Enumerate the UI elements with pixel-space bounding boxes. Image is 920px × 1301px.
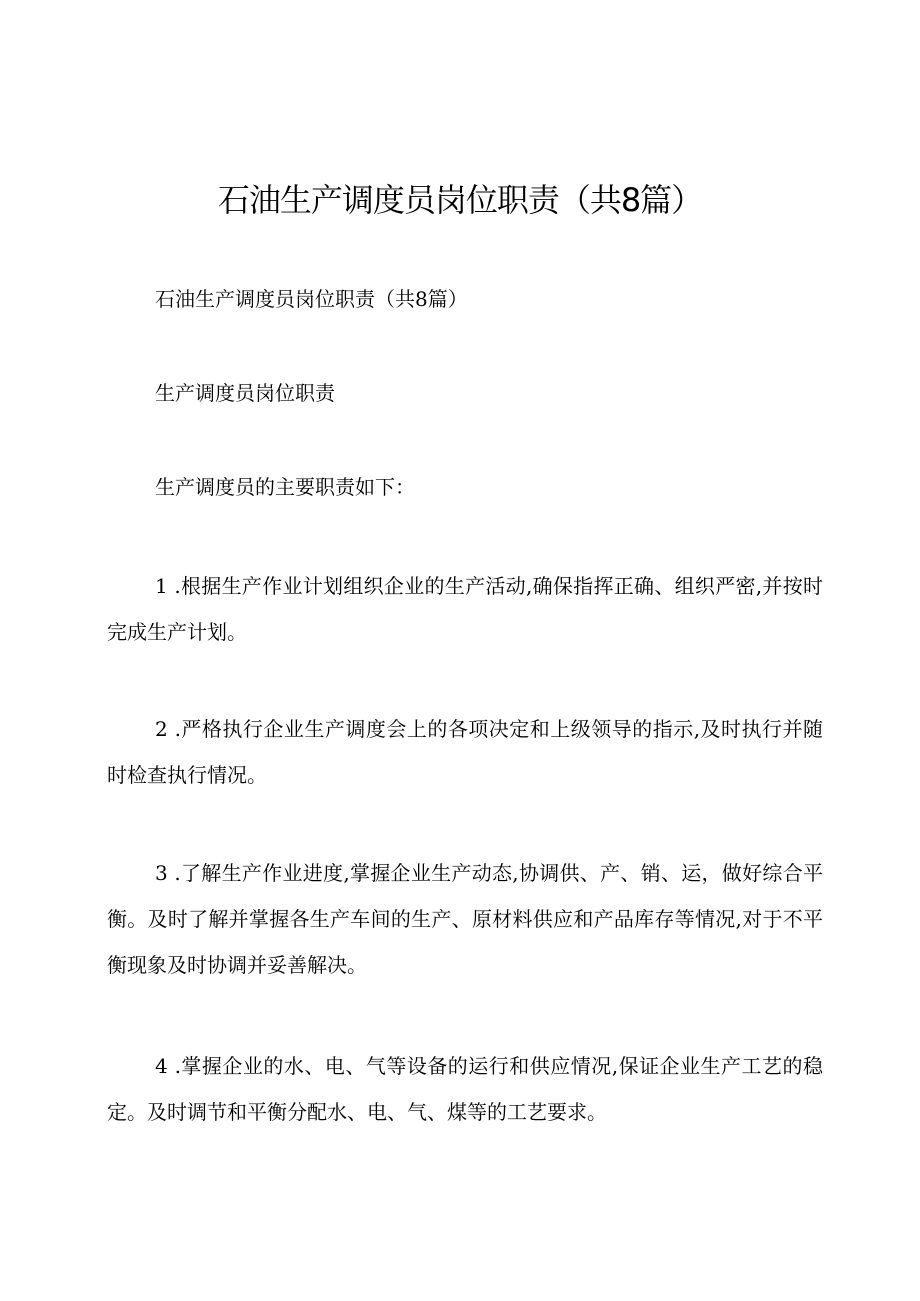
document-title: 石油生产调度员岗位职责（共8篇）: [217, 181, 703, 219]
paragraph-intro: 生产调度员的主要职责如下：: [155, 475, 415, 499]
paragraph-item-1: 1 .根据生产作业计划组织企业的生产活动,确保指挥正确、组织严密,并按时完成生产计划。: [107, 574, 823, 644]
paragraph-item-2: 2 .严格执行企业生产调度会上的各项决定和上级领导的指示,及时执行并随时检查执行情况。: [107, 717, 823, 787]
paragraph-section-heading: 生产调度员岗位职责: [155, 381, 335, 405]
paragraph-subtitle: 石油生产调度员岗位职责（共8篇）: [155, 287, 468, 311]
paragraph-item-3: 3 .了解生产作业进度,掌握企业生产动态,协调供、产、销、运，做好综合平衡。及时了解并掌握各生产车间的生产、原材料供应和产品库存等情况,对于不平衡现象及时协调并妥善解决。: [107, 861, 823, 977]
paragraph-item-4: 4 .掌握企业的水、电、气等设备的运行和供应情况,保证企业生产工艺的稳定。及时调节和平衡分配水、电、气、煤等的工艺要求。: [107, 1054, 823, 1124]
